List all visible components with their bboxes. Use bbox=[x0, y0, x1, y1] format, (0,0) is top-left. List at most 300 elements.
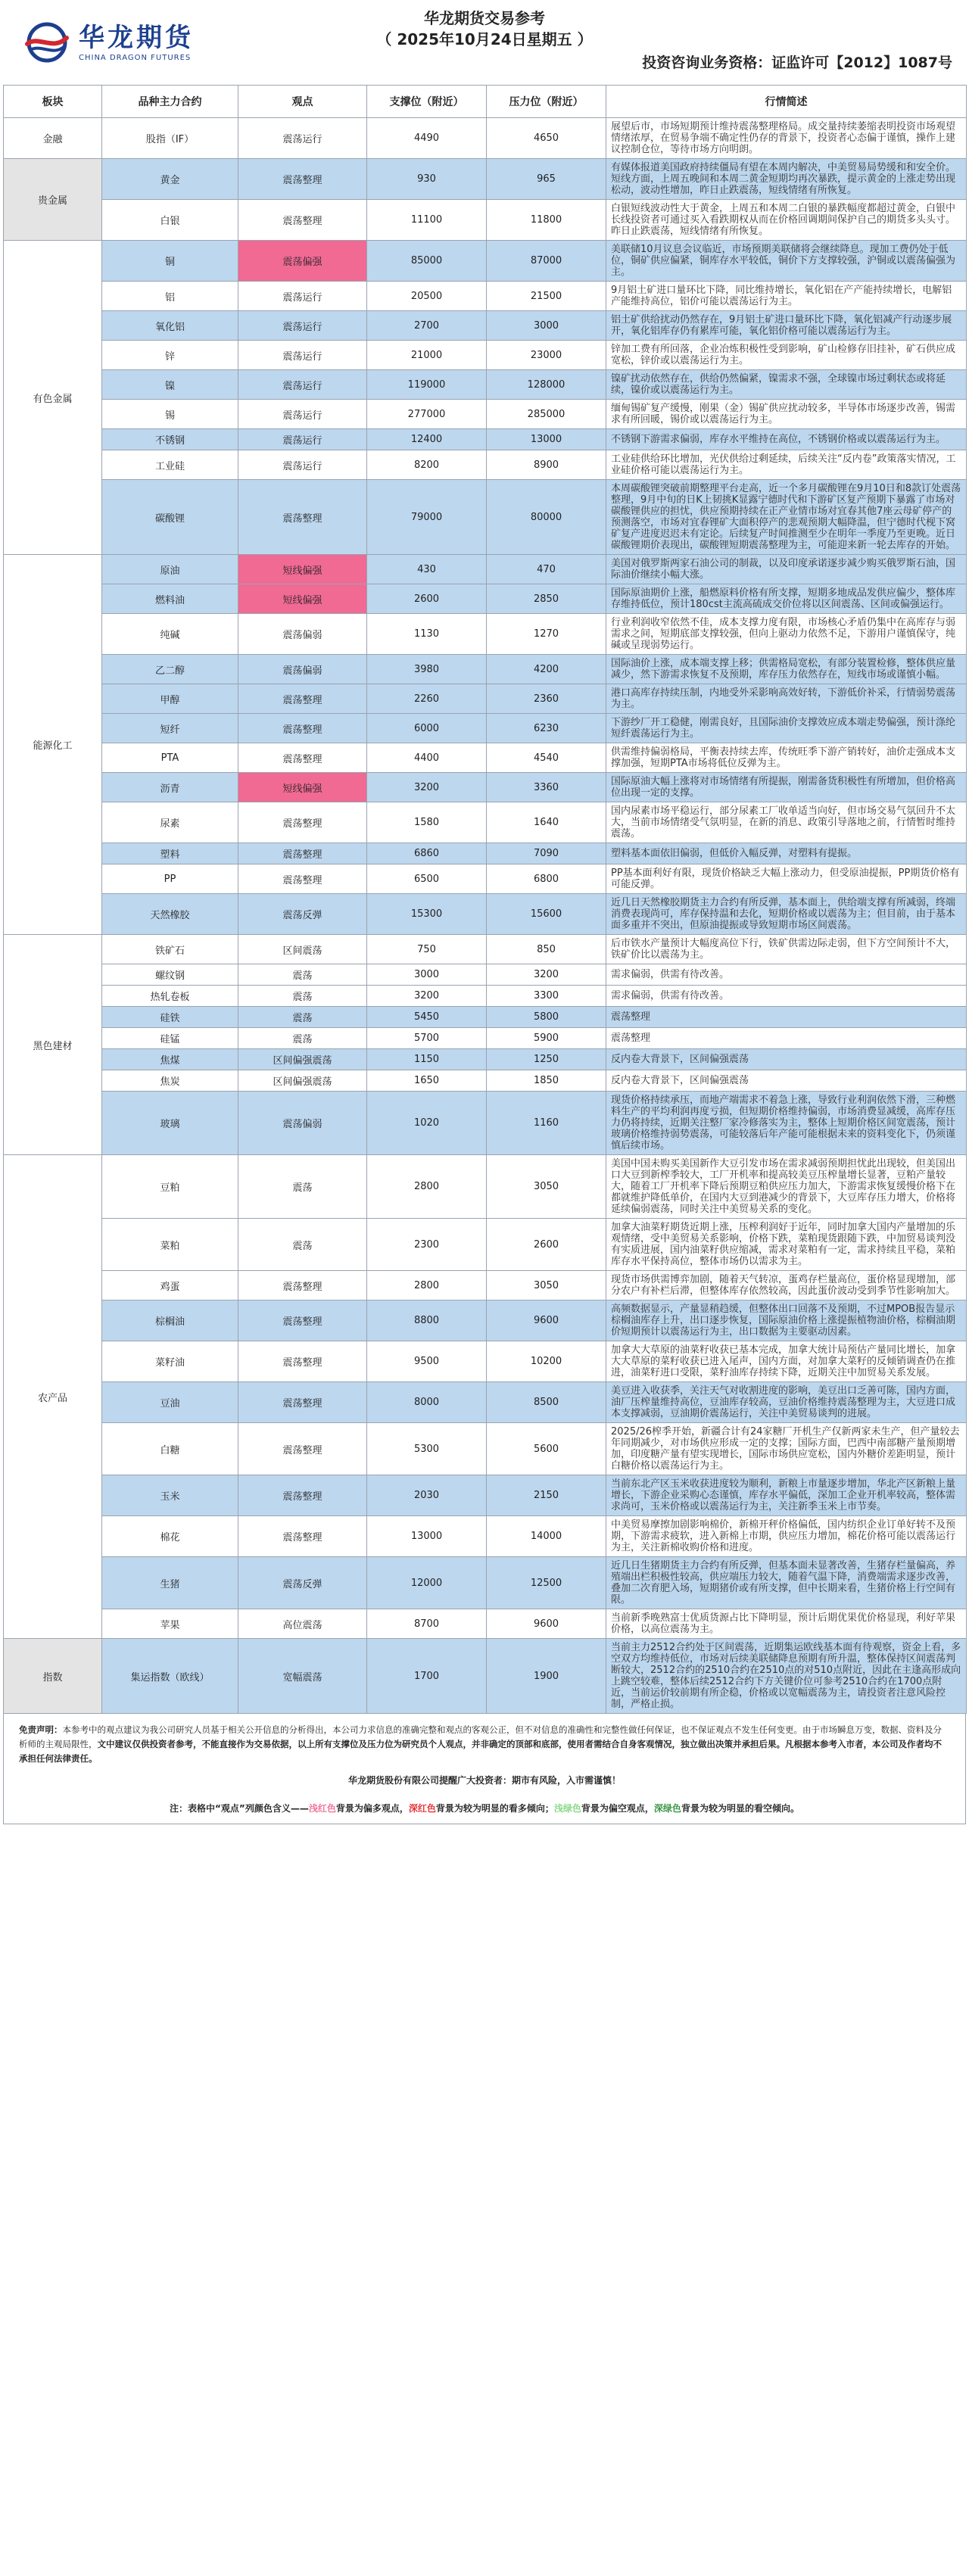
table-row bbox=[4, 614, 967, 655]
view-cell: 短线偏强 bbox=[238, 555, 367, 584]
support-cell: 8700 bbox=[367, 1609, 487, 1639]
description-cell: 有媒体报道美国政府持续僵局有望在本周内解决，中美贸易局势缓和和安全价。短线方面，上周五晚间和本周二黄金短期均再次暴跌，提示黄金的上涨走势出现松动，波动性增加，昨日止跌震荡，短线情绪有所恢复。 bbox=[606, 159, 967, 200]
product-cell: 玉米 bbox=[102, 1475, 238, 1516]
sector-cell: 农产品 bbox=[4, 1155, 102, 1639]
description-cell: 加拿大油菜籽期货近期上涨，压榨利润好于近年，同时加拿大国内产量增加的乐观情绪，受中美贸易关系影响，价格下跌，菜粕现货跟随下跌，中加贸易谈判没有实质进展，国内油菜籽供应缩减，需求对菜粕有一定，需求持续且平稳，菜粕库存水平保持高位，整体市场仍以需求为主。 bbox=[606, 1219, 967, 1271]
product-cell: 纯碱 bbox=[102, 614, 238, 655]
table-row bbox=[4, 118, 967, 159]
resistance-cell: 8500 bbox=[487, 1382, 606, 1423]
view-cell: 震荡整理 bbox=[238, 1475, 367, 1516]
resistance-cell: 850 bbox=[487, 935, 606, 964]
resistance-cell: 87000 bbox=[487, 241, 606, 282]
view-cell: 震荡整理 bbox=[238, 743, 367, 773]
resistance-cell: 7090 bbox=[487, 843, 606, 864]
disclaimer-body: 本参考中的观点建议为我公司研究人员基于相关公开信息的分析得出，本公司力求信息的准确完整和观点的客观公正，但不对信息的准确性和完整性做任何保证，也不保证观点不发生任何变更。由于市场瞬息万变，数据、资料及分析师的主观局限性， bbox=[19, 1724, 942, 1749]
description-cell: 下游纱厂开工稳健，刚需良好，且国际油价支撑效应成本端走势偏强，预计涤纶短纤震荡运行为主。 bbox=[606, 714, 967, 743]
view-cell: 震荡偏强 bbox=[238, 241, 367, 282]
table-row bbox=[4, 311, 967, 341]
description-cell: 高频数据显示，产量显稍趋缓，但整体出口回落不及预期，不过MPOB报告显示棕榈油库存上升，出口逐步恢复，国际原油价格上涨提振植物油价格，棕榈油期价短期预计以震荡运行为主，出口数据为主要驱动因素。 bbox=[606, 1300, 967, 1341]
description-cell: 2025/26榨季开始，新疆合计有24家糖厂开机生产仅新两家未生产，但产量较去年同期减少，对市场供应形成一定的支撑；国际方面，巴西中南部糖产量预期增加，印度糖产量有望实现增长，国际市场供应宽松，国内外糖价差距明显，预计白糖价格以震荡运行为主。 bbox=[606, 1423, 967, 1475]
legend-dark-green-text: 背景为较为明显的看空倾向。 bbox=[681, 1803, 799, 1814]
description-cell: 当前东北产区玉米收获进度较为顺利，新粮上市量逐步增加，华北产区新粮上量增长，下游企业采购心态谨慎，库存水平偏低，深加工企业开机率较高，整体需求尚可，玉米价格或以震荡运行为主，关注新季玉米上市节奏。 bbox=[606, 1475, 967, 1516]
support-cell: 750 bbox=[367, 935, 487, 964]
view-cell: 震荡 bbox=[238, 1219, 367, 1271]
support-cell: 12000 bbox=[367, 1557, 487, 1609]
view-cell: 震荡运行 bbox=[238, 311, 367, 341]
table-row bbox=[4, 684, 967, 714]
description-cell: 美豆进入收获季，关注天气对收割进度的影响，美豆出口乏善可陈，国内方面，油厂压榨量维持高位，豆油库存较高，豆油价格维持震荡整理为主，大豆进口成本支撑减弱，豆油期价震荡运行，关注中美贸易谈判的进展。 bbox=[606, 1382, 967, 1423]
description-cell: 展望后市，市场短期预计维持震荡整理格局。成交量持续萎缩表明投资市场观望情绪浓厚，在贸易争端不确定性仍存的背景下，投资者心态偏于谨慎，操作上建议控制仓位，等待市场方向明朗。 bbox=[606, 118, 967, 159]
product-cell: 集运指数（欧线） bbox=[102, 1639, 238, 1714]
resistance-cell: 2360 bbox=[487, 684, 606, 714]
support-cell: 2030 bbox=[367, 1475, 487, 1516]
description-cell: 反内卷大背景下，区间偏强震荡 bbox=[606, 1049, 967, 1070]
description-cell: 不锈钢下游需求偏弱，库存水平维持在高位，不锈钢价格或以震荡运行为主。 bbox=[606, 429, 967, 450]
support-cell: 3980 bbox=[367, 655, 487, 684]
table-row bbox=[4, 200, 967, 241]
product-cell: 螺纹钢 bbox=[102, 964, 238, 986]
view-cell: 震荡整理 bbox=[238, 684, 367, 714]
resistance-cell: 3000 bbox=[487, 311, 606, 341]
disclaimer-bold: 文中建议仅供投资者参考，不能直接作为交易依据，以上所有支撑位及压力位为研究员个人观点，并非确定的顶部和底部，使用者需结合自身客观情况，独立做出决策并承担后果。 bbox=[97, 1739, 785, 1749]
table-row bbox=[4, 1092, 967, 1155]
view-cell: 震荡整理 bbox=[238, 864, 367, 894]
description-cell: 9月铝土矿进口量环比下降，同比维持增长，氧化铝在产产能持续增长，电解铝产能维持高位，铝价可能以震荡运行为主。 bbox=[606, 282, 967, 311]
view-cell: 震荡整理 bbox=[238, 1516, 367, 1557]
description-cell: 国际原油大幅上涨将对市场情绪有所提振，刚需备货积极性有所增加，但价格高位出现一定的支撑。 bbox=[606, 773, 967, 802]
resistance-cell: 4650 bbox=[487, 118, 606, 159]
view-cell: 区间偏强震荡 bbox=[238, 1070, 367, 1092]
view-cell: 震荡 bbox=[238, 1007, 367, 1028]
view-cell: 震荡整理 bbox=[238, 1423, 367, 1475]
legend-dark-green: 深绿色 bbox=[653, 1803, 681, 1814]
description-cell: 后市铁水产量预计大幅度高位下行，铁矿供需边际走弱，但下方空间预计不大，铁矿价比以震荡为主。 bbox=[606, 935, 967, 964]
sector-cell: 贵金属 bbox=[4, 159, 102, 241]
view-cell: 震荡 bbox=[238, 1155, 367, 1219]
description-cell: 现货市场供需博弈加剧，随着天气转凉，蛋鸡存栏量高位，蛋价格显现增加，部分农户有补栏后滞，但整体库存依然较高，因此蛋价波动受到季节性影响加大。 bbox=[606, 1271, 967, 1300]
description-cell: 中美贸易摩擦加剧影响棉价，新棉开秤价格偏低，国内纺织企业订单好转不及预期，下游需求疲软，进入新棉上市期，供应压力增加，棉花价格可能以震荡运行为主，关注新棉收购价格和进度。 bbox=[606, 1516, 967, 1557]
resistance-cell: 12500 bbox=[487, 1557, 606, 1609]
product-cell: 工业硅 bbox=[102, 450, 238, 480]
table-row bbox=[4, 241, 967, 282]
support-cell: 85000 bbox=[367, 241, 487, 282]
legend-light-green-text: 背景为偏空观点， bbox=[581, 1803, 654, 1814]
description-cell: 需求偏弱，供需有待改善。 bbox=[606, 986, 967, 1007]
resistance-cell: 2850 bbox=[487, 584, 606, 614]
resistance-cell: 6800 bbox=[487, 864, 606, 894]
product-cell: 硅铁 bbox=[102, 1007, 238, 1028]
sector-cell: 金融 bbox=[4, 118, 102, 159]
resistance-cell: 8900 bbox=[487, 450, 606, 480]
table-row bbox=[4, 1382, 967, 1423]
product-cell: 天然橡胶 bbox=[102, 894, 238, 935]
product-cell: PP bbox=[102, 864, 238, 894]
description-cell: 美国对俄罗斯两家石油公司的制裁，以及印度承诺逐步减少购买俄罗斯石油，国际油价继续小幅大涨。 bbox=[606, 555, 967, 584]
legend-light-red-text: 背景为偏多观点， bbox=[335, 1803, 409, 1814]
table-row bbox=[4, 370, 967, 400]
view-cell: 震荡偏弱 bbox=[238, 614, 367, 655]
support-cell: 1650 bbox=[367, 1070, 487, 1092]
product-cell: 菜籽油 bbox=[102, 1341, 238, 1382]
view-cell: 震荡反弹 bbox=[238, 894, 367, 935]
resistance-cell: 13000 bbox=[487, 429, 606, 450]
resistance-cell: 15600 bbox=[487, 894, 606, 935]
resistance-cell: 5600 bbox=[487, 1423, 606, 1475]
description-cell: 美国中国未购买美国新作大豆引发市场在需求减弱预期担忧此出现较，但美国出口大豆到新榨季较大，工厂开机率和提高较美豆压榨量增长显著，豆粕产量较大，随着工厂开机率下降后预期豆粕供应压力加大，下游需求恢复缓慢价格下在都就维护降低单价，在国内大豆到港减少的背景下，大豆库存压力增大，价格将延续偏弱震荡，同时关注中美贸易关系的变化。 bbox=[606, 1155, 967, 1219]
trading-reference-table bbox=[3, 85, 967, 1714]
view-cell: 震荡整理 bbox=[238, 1382, 367, 1423]
description-cell: 现货价格持续承压，而地产端需求不着急上涨，导致行业利润依然下滑，三种燃料生产的平均利润再度亏损，但短期价格维持偏弱，市场消费显减缓，高库存压力仍将持续，近期关注整厂家冷修落实为主，整体上短期价格区间宽震荡，预计玻璃价格维持弱势震荡，可能较落后年产能可能根据未来的资料变化下，仍须谨慎后续市场。 bbox=[606, 1092, 967, 1155]
view-cell: 震荡运行 bbox=[238, 450, 367, 480]
table-row bbox=[4, 555, 967, 584]
support-cell: 2700 bbox=[367, 311, 487, 341]
column-header: 行情简述 bbox=[606, 86, 967, 118]
view-cell: 震荡运行 bbox=[238, 370, 367, 400]
support-cell: 20500 bbox=[367, 282, 487, 311]
column-header: 压力位（附近） bbox=[487, 86, 606, 118]
product-cell: 锌 bbox=[102, 341, 238, 370]
table-row bbox=[4, 584, 967, 614]
resistance-cell: 9600 bbox=[487, 1609, 606, 1639]
resistance-cell: 3360 bbox=[487, 773, 606, 802]
resistance-cell: 128000 bbox=[487, 370, 606, 400]
table-row bbox=[4, 1475, 967, 1516]
page-title: 华龙期货交易参考 bbox=[424, 9, 545, 27]
support-cell: 8200 bbox=[367, 450, 487, 480]
support-cell: 930 bbox=[367, 159, 487, 200]
support-cell: 4490 bbox=[367, 118, 487, 159]
table-row bbox=[4, 159, 967, 200]
support-cell: 1700 bbox=[367, 1639, 487, 1714]
view-cell: 短线偏强 bbox=[238, 773, 367, 802]
description-cell: 行业利润收窄依然不佳，成本支撑力度有限，市场核心矛盾仍集中在高库存与弱需求之间，短期底部支撑较强，但向上驱动力依然不足，下游用户谨慎保守，纯碱或呈现弱势运行。 bbox=[606, 614, 967, 655]
support-cell: 1580 bbox=[367, 802, 487, 843]
support-cell: 2300 bbox=[367, 1219, 487, 1271]
table-row bbox=[4, 1639, 967, 1714]
description-cell: 镍矿扰动依然存在，供给仍然偏紧，镍需求不强，全球镍市场过剩状态或将延续，镍价或以震荡运行为主。 bbox=[606, 370, 967, 400]
support-cell: 430 bbox=[367, 555, 487, 584]
product-cell: 生猪 bbox=[102, 1557, 238, 1609]
report-header bbox=[3, 0, 966, 85]
table-row bbox=[4, 743, 967, 773]
risk-warning: 华龙期货股份有限公司提醒广大投资者：期市有风险，入市需谨慎！ bbox=[347, 1775, 621, 1786]
view-cell: 震荡整理 bbox=[238, 159, 367, 200]
resistance-cell: 470 bbox=[487, 555, 606, 584]
support-cell: 6000 bbox=[367, 714, 487, 743]
table-row bbox=[4, 341, 967, 370]
description-cell: 反内卷大背景下，区间偏强震荡 bbox=[606, 1070, 967, 1092]
view-cell: 震荡偏弱 bbox=[238, 655, 367, 684]
resistance-cell: 4540 bbox=[487, 743, 606, 773]
support-cell: 1020 bbox=[367, 1092, 487, 1155]
product-cell: 镍 bbox=[102, 370, 238, 400]
table-row bbox=[4, 894, 967, 935]
product-cell: 棕榈油 bbox=[102, 1300, 238, 1341]
product-cell: 铜 bbox=[102, 241, 238, 282]
logo-english-name: CHINA DRAGON FUTURES bbox=[79, 53, 192, 62]
view-cell: 高位震荡 bbox=[238, 1609, 367, 1639]
view-cell: 震荡整理 bbox=[238, 1341, 367, 1382]
description-cell: 近几日天然橡胶期货主力合约有所反弹，基本面上，供给端支撑有所减弱，终端消费表现尚可，库存保持温和去化，短期价格或以震荡为主；但目前，由于基本面多重并不突出，但原油提振或导致短期市场区间震荡。 bbox=[606, 894, 967, 935]
legend-dark-red-text: 背景为较为明显的看多倾向； bbox=[435, 1803, 554, 1814]
resistance-cell: 3300 bbox=[487, 986, 606, 1007]
view-cell: 震荡反弹 bbox=[238, 1557, 367, 1609]
support-cell: 13000 bbox=[367, 1516, 487, 1557]
product-cell: 短纤 bbox=[102, 714, 238, 743]
sector-cell: 能源化工 bbox=[4, 555, 102, 935]
description-cell: 供需维持偏弱格局，平衡表持续去库，传统旺季下游产销转好，油价走强成本支撑加强，短期PTA市场将低位反弹为主。 bbox=[606, 743, 967, 773]
resistance-cell: 10200 bbox=[487, 1341, 606, 1382]
table-row bbox=[4, 450, 967, 480]
support-cell: 8000 bbox=[367, 1382, 487, 1423]
view-cell: 震荡运行 bbox=[238, 341, 367, 370]
support-cell: 119000 bbox=[367, 370, 487, 400]
resistance-cell: 9600 bbox=[487, 1300, 606, 1341]
description-cell: 锌加工费有所回落，企业冶炼积极性受到影响，矿山检修存旧挂补，矿石供应成宽松，锌价或以震荡运行为主。 bbox=[606, 341, 967, 370]
disclaimer-section bbox=[3, 1714, 966, 1824]
view-cell: 震荡整理 bbox=[238, 1300, 367, 1341]
resistance-cell: 11800 bbox=[487, 200, 606, 241]
product-cell: 甲醇 bbox=[102, 684, 238, 714]
table-row bbox=[4, 1300, 967, 1341]
view-cell: 震荡整理 bbox=[238, 802, 367, 843]
view-cell: 宽幅震荡 bbox=[238, 1639, 367, 1714]
description-cell: 国际原油期价上涨，船燃原料价格有所支撑，短期多地成品发供应偏少，整体库存维持低位，预计180cst主流高硫成交价位将以区间震荡、区间或偏强运行。 bbox=[606, 584, 967, 614]
description-cell: 当前新季晚熟富士优质货源占比下降明显，预计后期优果优价格显现，利好苹果价格，以高位震荡为主。 bbox=[606, 1609, 967, 1639]
product-cell: 鸡蛋 bbox=[102, 1271, 238, 1300]
product-cell: 尿素 bbox=[102, 802, 238, 843]
view-cell: 震荡整理 bbox=[238, 1271, 367, 1300]
product-cell: 铝 bbox=[102, 282, 238, 311]
resistance-cell: 23000 bbox=[487, 341, 606, 370]
support-cell: 4400 bbox=[367, 743, 487, 773]
description-cell: 铝土矿供给扰动仍然存在，9月铝土矿进口量环比下降，氧化铝减产行动逐步展开，氧化铝库存仍有累库可能，氧化铝价格可能以震荡运行为主。 bbox=[606, 311, 967, 341]
resistance-cell: 4200 bbox=[487, 655, 606, 684]
view-cell: 震荡整理 bbox=[238, 714, 367, 743]
resistance-cell: 285000 bbox=[487, 400, 606, 429]
support-cell: 15300 bbox=[367, 894, 487, 935]
column-header: 观点 bbox=[238, 86, 367, 118]
table-row bbox=[4, 935, 967, 964]
support-cell: 5300 bbox=[367, 1423, 487, 1475]
product-cell: 焦煤 bbox=[102, 1049, 238, 1070]
product-cell: 不锈钢 bbox=[102, 429, 238, 450]
product-cell: 股指（IF） bbox=[102, 118, 238, 159]
table-row bbox=[4, 714, 967, 743]
resistance-cell: 1640 bbox=[487, 802, 606, 843]
legend-light-red: 浅红色 bbox=[308, 1803, 336, 1814]
table-row bbox=[4, 802, 967, 843]
product-cell: 原油 bbox=[102, 555, 238, 584]
table-row bbox=[4, 1423, 967, 1475]
support-cell: 277000 bbox=[367, 400, 487, 429]
support-cell: 79000 bbox=[367, 480, 487, 555]
table-row bbox=[4, 1155, 967, 1219]
resistance-cell: 1900 bbox=[487, 1639, 606, 1714]
description-cell: 国内尿素市场平稳运行，部分尿素工厂收单适当向好，但市场交易气氛回升不太大，当前市场情绪受气氛明显，在新的消息、政策引导落地之前，行情暂时维持震荡。 bbox=[606, 802, 967, 843]
sector-cell: 指数 bbox=[4, 1639, 102, 1714]
resistance-cell: 2600 bbox=[487, 1219, 606, 1271]
view-cell: 震荡 bbox=[238, 964, 367, 986]
support-cell: 21000 bbox=[367, 341, 487, 370]
disclaimer-label: 免责声明： bbox=[19, 1724, 63, 1735]
resistance-cell: 1250 bbox=[487, 1049, 606, 1070]
view-cell: 震荡运行 bbox=[238, 282, 367, 311]
table-row bbox=[4, 1028, 967, 1049]
resistance-cell: 1160 bbox=[487, 1092, 606, 1155]
report-date: （ 2025年10月24日星期五 ） bbox=[376, 30, 593, 48]
product-cell: 白糖 bbox=[102, 1423, 238, 1475]
view-cell: 短线偏强 bbox=[238, 584, 367, 614]
resistance-cell: 965 bbox=[487, 159, 606, 200]
product-cell: PTA bbox=[102, 743, 238, 773]
description-cell: 近几日生猪期货主力合约有所反弹，但基本面未显著改善，生猪存栏量偏高，养殖端出栏积极性较高，供应端压力较大，随着气温下降，消费端需求逐步改善，叠加二次育肥入场，短期猪价或有所支撑，但中长期来看，生猪价格上行空间有限。 bbox=[606, 1557, 967, 1609]
resistance-cell: 1850 bbox=[487, 1070, 606, 1092]
support-cell: 2800 bbox=[367, 1155, 487, 1219]
table-row bbox=[4, 1557, 967, 1609]
view-cell: 震荡整理 bbox=[238, 200, 367, 241]
product-cell: 塑料 bbox=[102, 843, 238, 864]
description-cell: 本周碳酸锂突破前期整理平台走高，近一个多月碳酸锂在9月10日和8款订处震荡整理，9月中旬的日K上韧挑K显露宁德时代和下游矿区复产预期下暴露了市场对碳酸锂供应的担忧，供应预期持续在正产业情市场对宜春其他7座云母矿停产的预测落空，市场对宜春锂矿大面积停产的悲观预期大幅降温，但宁德时代枧下窝矿复产进度迟迟未有定论。后续复产时间推测至少在明年一季度乃至更晚。近日碳酸锂期价表现出，碳酸锂短期震荡整理为主，可能迎来新一轮去库存的开始。 bbox=[606, 480, 967, 555]
support-cell: 2260 bbox=[367, 684, 487, 714]
product-cell: 白银 bbox=[102, 200, 238, 241]
product-cell: 碳酸锂 bbox=[102, 480, 238, 555]
description-cell: 国际油价上涨，成本端支撑上移；供需格局宽松，有部分装置检修，整体供应量减少，然下游需求恢复不及预期，库存压力依然存在，短线市场或谨慎小幅。 bbox=[606, 655, 967, 684]
support-cell: 6860 bbox=[367, 843, 487, 864]
table-row bbox=[4, 986, 967, 1007]
product-cell: 氧化铝 bbox=[102, 311, 238, 341]
product-cell: 豆油 bbox=[102, 1382, 238, 1423]
product-cell: 苹果 bbox=[102, 1609, 238, 1639]
description-cell: 港口高库存持续压制，内地受外采影响高效好转，下游低价补采，行情弱势震荡为主。 bbox=[606, 684, 967, 714]
view-cell: 震荡 bbox=[238, 1028, 367, 1049]
product-cell: 棉花 bbox=[102, 1516, 238, 1557]
table-row bbox=[4, 400, 967, 429]
product-cell: 豆粕 bbox=[102, 1155, 238, 1219]
support-cell: 3200 bbox=[367, 773, 487, 802]
view-cell: 震荡整理 bbox=[238, 843, 367, 864]
support-cell: 1150 bbox=[367, 1049, 487, 1070]
table-header-row bbox=[4, 86, 967, 118]
product-cell: 热轧卷板 bbox=[102, 986, 238, 1007]
support-cell: 11100 bbox=[367, 200, 487, 241]
table-row bbox=[4, 864, 967, 894]
view-cell: 震荡运行 bbox=[238, 400, 367, 429]
view-cell: 震荡 bbox=[238, 986, 367, 1007]
legend-prefix: 注：表格中“观点”列颜色含义—— bbox=[170, 1803, 309, 1814]
resistance-cell: 6230 bbox=[487, 714, 606, 743]
legend-dark-red: 深红色 bbox=[408, 1803, 436, 1814]
product-cell: 硅锰 bbox=[102, 1028, 238, 1049]
table-row bbox=[4, 1609, 967, 1639]
product-cell: 焦炭 bbox=[102, 1070, 238, 1092]
table-row bbox=[4, 1219, 967, 1271]
disclaimer-tail: 凡根据本参考入市者，本公司及作者均不承担任何法律责任。 bbox=[19, 1739, 942, 1764]
description-cell: 需求偏弱，供需有待改善。 bbox=[606, 964, 967, 986]
table-row bbox=[4, 1070, 967, 1092]
product-cell: 沥青 bbox=[102, 773, 238, 802]
resistance-cell: 3050 bbox=[487, 1271, 606, 1300]
view-cell: 区间震荡 bbox=[238, 935, 367, 964]
support-cell: 8800 bbox=[367, 1300, 487, 1341]
table-body bbox=[4, 118, 967, 1714]
resistance-cell: 3200 bbox=[487, 964, 606, 986]
view-cell: 区间偏强震荡 bbox=[238, 1049, 367, 1070]
table-row bbox=[4, 655, 967, 684]
description-cell: 工业硅供给环比增加，光伏供给过剩延续，后续关注“反内卷”政策落实情况，工业硅价格可能以震荡运行为主。 bbox=[606, 450, 967, 480]
license-number: 投资咨询业务资格：证监许可【2012】1087号 bbox=[642, 55, 952, 71]
resistance-cell: 2150 bbox=[487, 1475, 606, 1516]
resistance-cell: 5900 bbox=[487, 1028, 606, 1049]
description-cell: 缅甸锡矿复产缓慢，刚果（金）锡矿供应扰动较多，半导体市场逐步改善，锡需求有所回暖，锡价或以震荡运行为主。 bbox=[606, 400, 967, 429]
description-cell: PP基本面利好有限，现货价格缺乏大幅上涨动力，但受原油提振，PP期货价格有可能反弹。 bbox=[606, 864, 967, 894]
resistance-cell: 1270 bbox=[487, 614, 606, 655]
column-header: 板块 bbox=[4, 86, 102, 118]
description-cell: 当前主力2512合约处于区间震荡，近期集运欧线基本面有待观察，资金上看，多空双方均维持低位，市场对后续美联储降息预期有所升温，整体保持区间震荡判断较大，2512合约的2510合约在2510点的对510点附近，因此在主逢高形成向上跳空较难，整体后续2512合约下方关键价位可参考2510合约在1700点附近，当前运价较前期有所企稳，价格或以宽幅震荡为主，请投资者注意风险控制，严格止损。 bbox=[606, 1639, 967, 1714]
table-row bbox=[4, 843, 967, 864]
support-cell: 2800 bbox=[367, 1271, 487, 1300]
product-cell: 乙二醇 bbox=[102, 655, 238, 684]
support-cell: 2600 bbox=[367, 584, 487, 614]
product-cell: 燃料油 bbox=[102, 584, 238, 614]
legend-light-green: 浅绿色 bbox=[553, 1803, 581, 1814]
table-row bbox=[4, 1516, 967, 1557]
support-cell: 3200 bbox=[367, 986, 487, 1007]
table-row bbox=[4, 964, 967, 986]
support-cell: 3000 bbox=[367, 964, 487, 986]
view-cell: 震荡运行 bbox=[238, 118, 367, 159]
description-cell: 加拿大大草原的油菜籽收获已基本完成，加拿大统计局预估产量同比增长，加拿大大草原的菜籽收获已进入尾声，国内方面，对加拿大菜籽的反倾销调查仍在推进，油菜籽进口受限，菜籽油库存持续下降，近期关注中加贸易关系发展。 bbox=[606, 1341, 967, 1382]
description-cell: 美联储10月议息会议临近，市场预期美联储将会继续降息。现加工费仍处于低位，铜矿供应偏紧，铜库存水平较低，铜价下方支撑较强，沪铜或以震荡偏强为主。 bbox=[606, 241, 967, 282]
product-cell: 玻璃 bbox=[102, 1092, 238, 1155]
table-row bbox=[4, 1341, 967, 1382]
table-row bbox=[4, 1007, 967, 1028]
description-cell: 白银短线波动性大于黄金，上周五和本周二白银的暴跌幅度都超过黄金，白银中长线投资者可通过买入看跌期权从而在价格回调期间保护自己的期货多头头寸。昨日止跌震荡，短线情绪有所恢复。 bbox=[606, 200, 967, 241]
support-cell: 5700 bbox=[367, 1028, 487, 1049]
product-cell: 黄金 bbox=[102, 159, 238, 200]
sector-cell: 有色金属 bbox=[4, 241, 102, 555]
table-row bbox=[4, 1271, 967, 1300]
resistance-cell: 21500 bbox=[487, 282, 606, 311]
color-legend bbox=[19, 1802, 950, 1816]
logo-chinese-name: 华龙期货 bbox=[79, 22, 194, 53]
support-cell: 12400 bbox=[367, 429, 487, 450]
support-cell: 5450 bbox=[367, 1007, 487, 1028]
product-cell: 菜粕 bbox=[102, 1219, 238, 1271]
description-cell: 震荡整理 bbox=[606, 1007, 967, 1028]
column-header: 支撑位（附近） bbox=[367, 86, 487, 118]
table-row bbox=[4, 773, 967, 802]
table-row bbox=[4, 480, 967, 555]
view-cell: 震荡整理 bbox=[238, 480, 367, 555]
description-cell: 震荡整理 bbox=[606, 1028, 967, 1049]
view-cell: 震荡偏弱 bbox=[238, 1092, 367, 1155]
sector-cell: 黑色建材 bbox=[4, 935, 102, 1155]
product-cell: 锡 bbox=[102, 400, 238, 429]
resistance-cell: 3050 bbox=[487, 1155, 606, 1219]
support-cell: 6500 bbox=[367, 864, 487, 894]
table-row bbox=[4, 1049, 967, 1070]
resistance-cell: 80000 bbox=[487, 480, 606, 555]
resistance-cell: 14000 bbox=[487, 1516, 606, 1557]
view-cell: 震荡运行 bbox=[238, 429, 367, 450]
product-cell: 铁矿石 bbox=[102, 935, 238, 964]
resistance-cell: 5800 bbox=[487, 1007, 606, 1028]
support-cell: 1130 bbox=[367, 614, 487, 655]
table-row bbox=[4, 282, 967, 311]
support-cell: 9500 bbox=[367, 1341, 487, 1382]
column-header: 品种主力合约 bbox=[102, 86, 238, 118]
